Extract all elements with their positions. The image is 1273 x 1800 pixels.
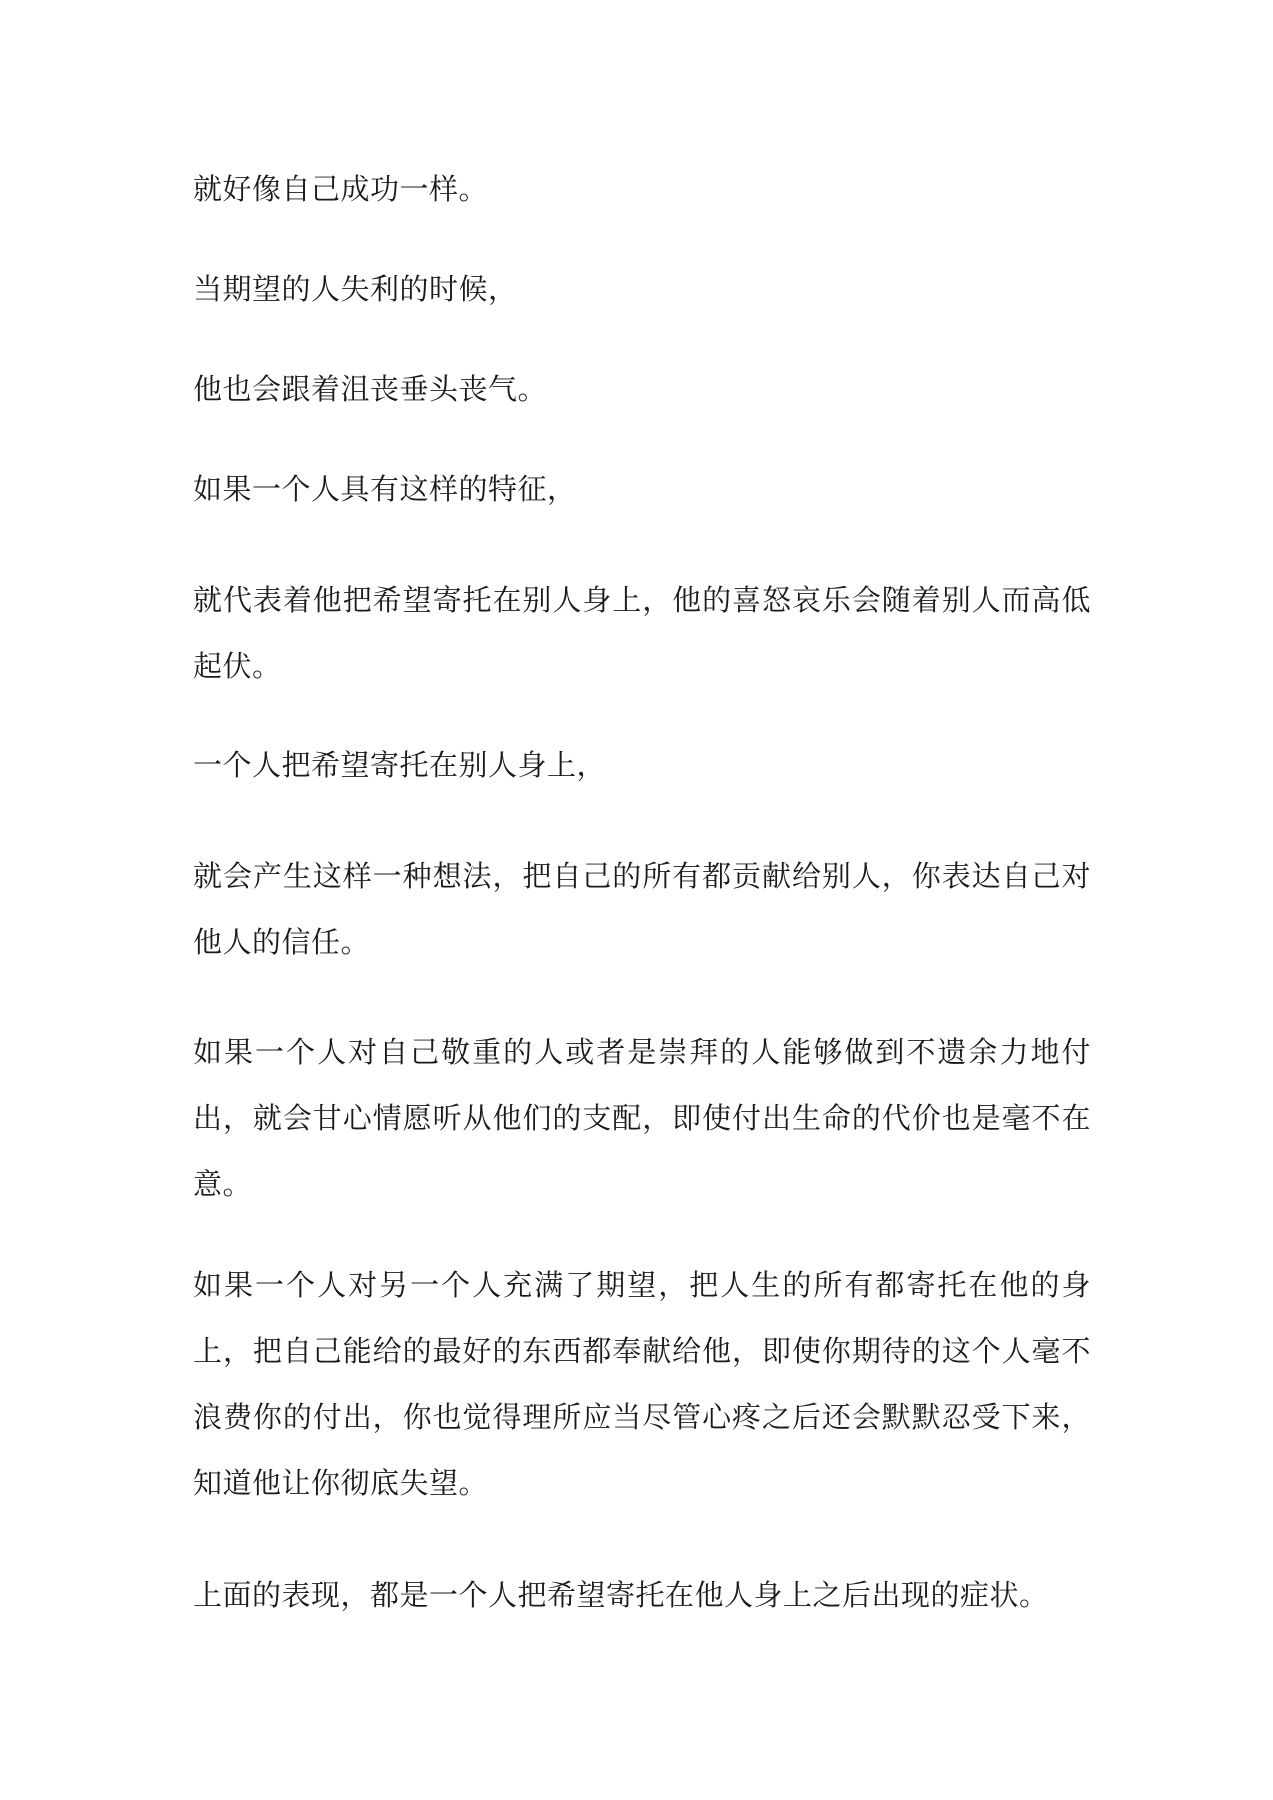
paragraph-7: 就会产生这样一种想法，把自己的所有都贡献给别人，你表达自己对他人的信任。 xyxy=(193,859,1091,959)
paragraph-10: 上面的表现，都是一个人把希望寄托在他人身上之后出现的症状。 xyxy=(193,1578,1049,1612)
paragraph-1: 就好像自己成功一样。 xyxy=(193,172,489,206)
paragraph-8: 如果一个人对自己敬重的人或者是崇拜的人能够做到不遗余力地付出，就会甘心情愿听从他们的支配，即使付出生命的代价也是毫不在意。 xyxy=(193,1035,1091,1201)
paragraph-5: 就代表着他把希望寄托在别人身上，他的喜怒哀乐会随着别人而高低起伏。 xyxy=(193,583,1091,683)
paragraph-2: 当期望的人失利的时候， xyxy=(193,272,518,306)
paragraph-3: 他也会跟着沮丧垂头丧气。 xyxy=(193,372,548,406)
paragraph-9: 如果一个人对另一个人充满了期望，把人生的所有都寄托在他的身上，把自己能给的最好的东西都奉献给他，即使你期待的这个人毫不浪费你的付出，你也觉得理所应当尽管心疼之后还会默默忍受下来，知道他让你彻底失望。 xyxy=(193,1268,1091,1500)
paragraph-6: 一个人把希望寄托在别人身上， xyxy=(193,748,607,782)
paragraph-4: 如果一个人具有这样的特征， xyxy=(193,472,577,506)
